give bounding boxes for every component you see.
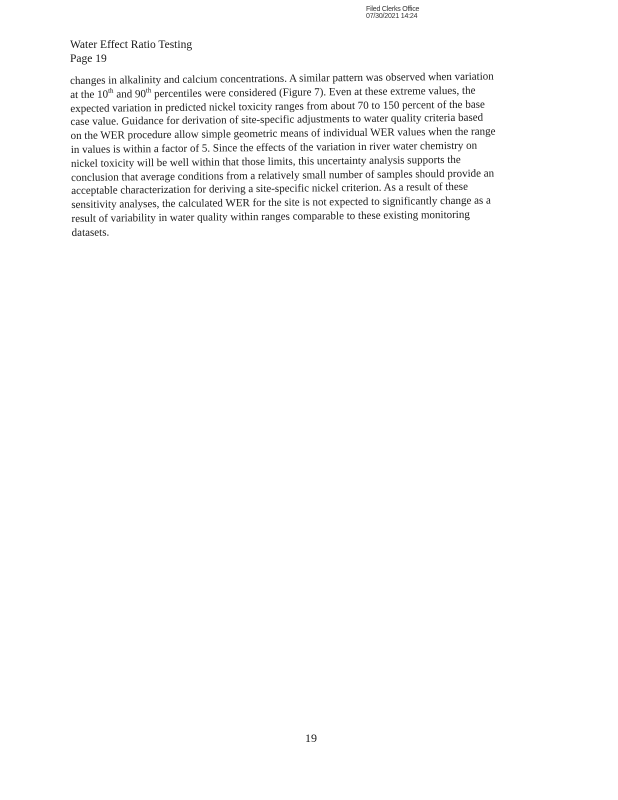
paragraph-line: changes in alkalinity and calcium concentrations. A similar pattern was observed when variation [70,70,494,87]
paragraph-line: datasets. [71,226,110,239]
paragraph-line: result of variability in water quality within ranges comparable to these existing monitoring [71,208,470,225]
filing-stamp [366,6,458,20]
text-segment: and 90 [113,88,147,101]
text-segment: percentiles were considered (Figure 7). Even at these extreme values, the [151,84,476,100]
filing-stamp-line-1: Filed Clerks Office [366,6,420,13]
filing-stamp-line-2: 07/30/2021 14:24 [366,13,418,20]
paragraph-line: acceptable characterization for deriving a site-specific nickel criterion. As a result of these [71,181,468,198]
paragraph-line: sensitivity analyses, the calculated WER for the site is not expected to significantly change as a [71,194,491,212]
body-paragraph [70,70,542,240]
paragraph-line: expected variation in predicted nickel toxicity ranges from about 70 to 150 percent of the base [70,98,485,115]
paragraph-line: on the WER procedure allow simple geometric means of individual WER values when the range [70,125,496,143]
superscript: th [145,86,152,95]
page-header [70,38,192,66]
paragraph-line: case value. Guidance for derivation of site-specific adjustments to water quality criteria based [70,112,484,129]
page-number: 19 [305,731,317,745]
text-segment: at the 10 [70,88,109,101]
paragraph-line: conclusion that average conditions from a relatively small number of samples should provide an [71,167,495,184]
paragraph-line: in values is within a factor of 5. Since the effects of the variation in river water chemistry on [70,139,478,156]
superscript: th [108,86,114,95]
paragraph-line: nickel toxicity will be well within that those limits, this uncertainty analysis supports the [70,153,461,170]
page-label: Page 19 [70,53,107,65]
document-title: Water Effect Ratio Testing [70,39,193,51]
